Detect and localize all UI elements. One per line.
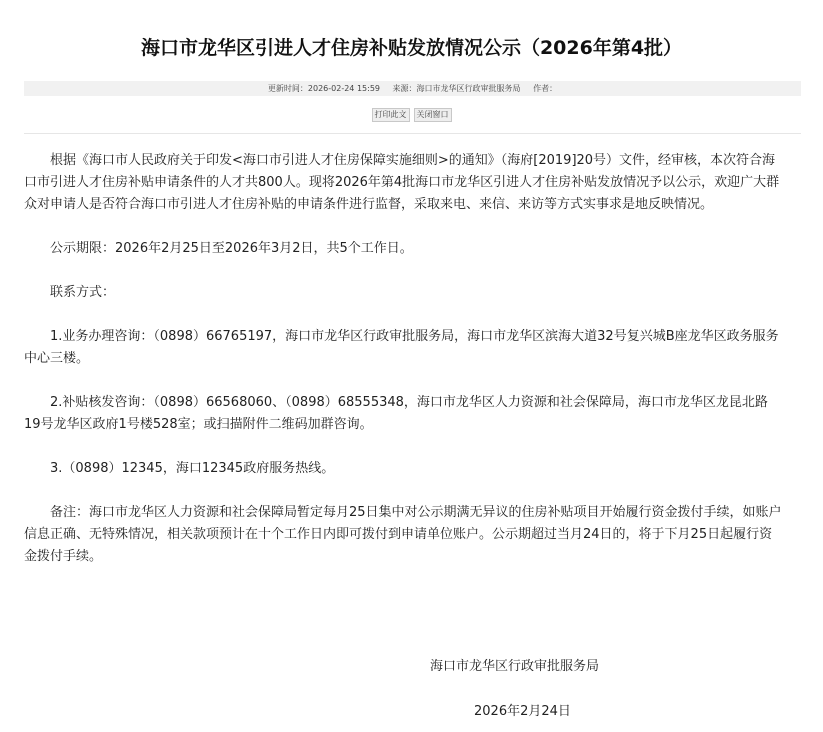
author: 作者： [533,84,558,93]
note-paragraph: 备注：海口市龙华区人力资源和社会保障局暂定每月25日集中对公示期满无异议的住房补贴项目开始履行资金拨付手续，如账户信息正确、无特殊情况，相关款项预计在十个工作日内即可拨付到申请单位账户。公示期超过当月24日的，将于下月25日起履行资金拨付手续。 [24,505,782,564]
print-button[interactable]: 打印此文 [372,108,410,122]
article-meta-bar [24,81,801,96]
signature-date-text: 2026年2月24日 [474,704,571,719]
contact-item-2: 2.补贴核发咨询：（0898）66568060、（0898）68555348，海口市龙华区人力资源和社会保障局，海口市龙华区龙昆北路19号龙华区政府1号楼528室；或扫描附件二维码加群咨询。 [24,395,768,432]
contact-item-3: 3.（0898）12345，海口12345政府服务热线。 [50,461,335,476]
contact-item-1: 1.业务办理咨询：（0898）66765197，海口市龙华区行政审批服务局，海口市龙华区滨海大道32号复兴城B座龙华区政务服务中心三楼。 [24,329,779,366]
article-body [24,150,784,590]
page-title: 海口市龙华区引进人才住房补贴发放情况公示（2026年第4批） [140,37,683,59]
close-window-button[interactable]: 关闭窗口 [414,108,452,122]
divider [24,133,801,134]
source: 来源：海口市龙华区行政审批服务局 [392,84,521,93]
update-time: 更新时间：2026-02-24 15:59 [267,84,380,93]
period-paragraph: 公示期限：2026年2月25日至2026年3月2日，共5个工作日。 [50,241,413,256]
signature-org-text: 海口市龙华区行政审批服务局 [430,659,600,674]
contact-heading: 联系方式： [50,285,116,300]
intro-paragraph: 根据《海口市人民政府关于印发<海口市引进人才住房保障实施细则>的通知》（海府[2019]20号）文件，经审核，本次符合海口市引进人才住房补贴申请条件的人才共800人。现将2026年第4批海口市龙华区引进人才住房补贴发放情况予以公示，欢迎广大群众对申请人是否符合海口市引进人才住房补贴的申请条件进行监督，采取来电、来信、来访等方式实事求是地反映情况。 [24,153,780,212]
article-actions [0,108,823,122]
